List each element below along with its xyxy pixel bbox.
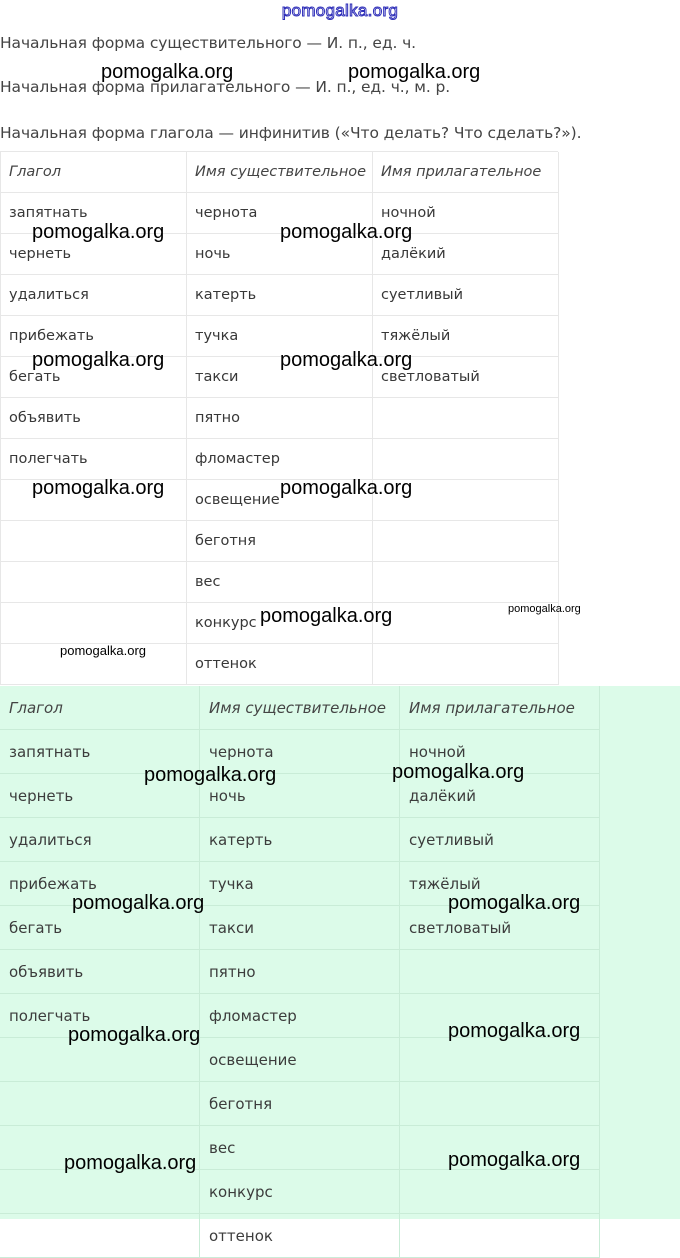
column-header: Глагол	[1, 152, 187, 193]
table-cell: далёкий	[373, 234, 559, 275]
table-cell: прибежать	[1, 316, 187, 357]
table-cell	[400, 1170, 600, 1214]
table-cell: бегать	[0, 906, 200, 950]
table-cell: суетливый	[400, 818, 600, 862]
adjective-initial-form-text: Начальная форма прилагательного — И. п., ед. ч., м. р.	[0, 78, 451, 96]
noun-initial-form-text: Начальная форма существительного — И. п., ед. ч.	[0, 34, 416, 52]
table-cell: светловатый	[373, 357, 559, 398]
table-cell: оттенок	[200, 1214, 400, 1258]
watermark: pomogalka.org	[60, 643, 146, 658]
table-cell	[373, 439, 559, 480]
table-cell: беготня	[200, 1082, 400, 1126]
table-cell: такси	[200, 906, 400, 950]
table-cell: чернота	[187, 193, 373, 234]
table-cell: тучка	[187, 316, 373, 357]
table-cell: вес	[187, 562, 373, 603]
table-cell: беготня	[187, 521, 373, 562]
table-cell: светловатый	[400, 906, 600, 950]
table-cell: полегчать	[0, 994, 200, 1038]
table-cell: бегать	[1, 357, 187, 398]
table-cell: объявить	[0, 950, 200, 994]
watermark: pomogalka.org	[68, 1024, 201, 1046]
table-cell: чернота	[200, 730, 400, 774]
column-header: Имя существительное	[187, 152, 373, 193]
table-cell: конкурс	[200, 1170, 400, 1214]
watermark: pomogalka.org	[32, 477, 165, 499]
column-header: Имя прилагательное	[400, 686, 600, 730]
watermark: pomogalka.org	[280, 349, 413, 371]
table-cell: оттенок	[187, 644, 373, 685]
watermark: pomogalka.org	[508, 603, 581, 615]
table-cell	[400, 950, 600, 994]
table-cell: катерть	[187, 275, 373, 316]
watermark: pomogalka.org	[280, 477, 413, 499]
table-cell	[0, 1214, 200, 1258]
column-header: Имя прилагательное	[373, 152, 559, 193]
table-cell: запятнать	[1, 193, 187, 234]
table-cell	[373, 644, 559, 685]
table-cell: прибежать	[0, 862, 200, 906]
table-cell: катерть	[200, 818, 400, 862]
table-cell: ночь	[187, 234, 373, 275]
column-header: Имя существительное	[200, 686, 400, 730]
table-cell	[400, 1214, 600, 1258]
table-cell: объявить	[1, 398, 187, 439]
table-cell: полегчать	[1, 439, 187, 480]
table-cell: запятнать	[0, 730, 200, 774]
site-logo[interactable]: pomogalka.org	[281, 1, 399, 20]
watermark: pomogalka.org	[72, 892, 205, 914]
table-cell: ночной	[373, 193, 559, 234]
watermark: pomogalka.org	[280, 221, 413, 243]
watermark: pomogalka.org	[32, 349, 165, 371]
table-cell: фломастер	[187, 439, 373, 480]
table-cell	[373, 562, 559, 603]
table-cell: удалиться	[1, 275, 187, 316]
watermark: pomogalka.org	[101, 61, 234, 83]
watermark: pomogalka.org	[448, 892, 581, 914]
watermark: pomogalka.org	[260, 605, 393, 627]
table-cell	[0, 1082, 200, 1126]
table-cell: суетливый	[373, 275, 559, 316]
table-cell: конкурс	[187, 603, 373, 644]
table-cell: фломастер	[200, 994, 400, 1038]
watermark: pomogalka.org	[448, 1149, 581, 1171]
table-cell	[0, 1170, 200, 1214]
watermark: pomogalka.org	[32, 221, 165, 243]
watermark: pomogalka.org	[392, 761, 525, 783]
table-cell: пятно	[200, 950, 400, 994]
table-cell: вес	[200, 1126, 400, 1170]
watermark: pomogalka.org	[348, 61, 481, 83]
table-cell: чернеть	[1, 234, 187, 275]
table-cell	[1, 562, 187, 603]
watermark: pomogalka.org	[448, 1020, 581, 1042]
table-cell: пятно	[187, 398, 373, 439]
table-cell: удалиться	[0, 818, 200, 862]
table-cell: тяжёлый	[373, 316, 559, 357]
table-cell: освещение	[187, 480, 373, 521]
table-cell: тяжёлый	[400, 862, 600, 906]
table-cell: ночь	[200, 774, 400, 818]
table-cell	[373, 398, 559, 439]
watermark: pomogalka.org	[144, 764, 277, 786]
table-cell	[1, 521, 187, 562]
watermark: pomogalka.org	[64, 1152, 197, 1174]
table-cell	[400, 1038, 600, 1082]
table-cell: освещение	[200, 1038, 400, 1082]
table-cell	[1, 603, 187, 644]
column-header: Глагол	[0, 686, 200, 730]
table-cell: далёкий	[400, 774, 600, 818]
table-cell: чернеть	[0, 774, 200, 818]
verb-initial-form-text: Начальная форма глагола — инфинитив («Что делать? Что сделать?»).	[0, 124, 582, 142]
table-cell	[373, 521, 559, 562]
table-cell: тучка	[200, 862, 400, 906]
table-cell	[400, 1082, 600, 1126]
table-cell: такси	[187, 357, 373, 398]
table-cell: ночной	[400, 730, 600, 774]
